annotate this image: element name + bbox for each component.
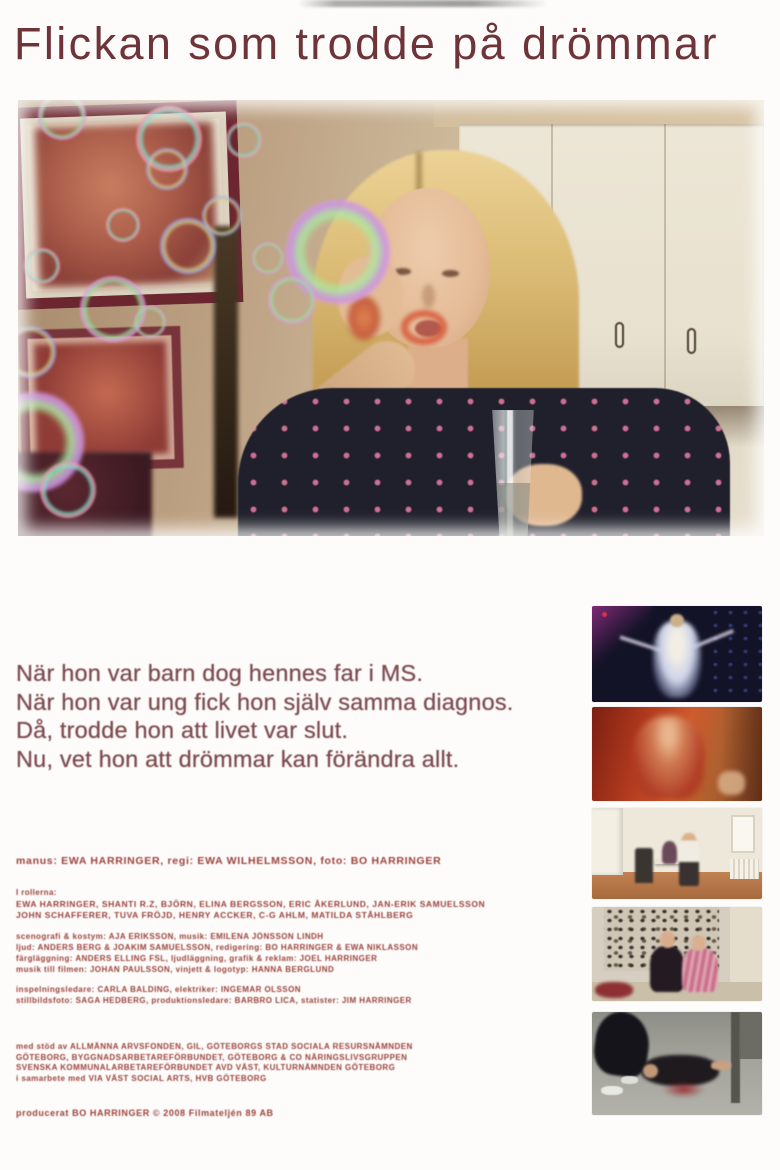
window [731, 815, 755, 853]
girl-eye [442, 270, 459, 277]
cabinet-handle [615, 322, 624, 348]
girl-lips [415, 320, 442, 337]
poster-title: Flickan som trodde på drömmar [14, 18, 719, 69]
hair-parting [416, 152, 422, 192]
cast-line: EWA HARRINGER, SHANTI R.Z, BJÖRN, ELINA BERGSSON, ERIC ÅKERLUND, JAN-ERIK SAMUELSSON [16, 899, 486, 909]
cabinet-handle [687, 328, 696, 354]
wall-corner [740, 1012, 762, 1059]
cropped-top-text [298, 0, 548, 7]
girl-nose [422, 284, 435, 308]
woman-head [691, 935, 706, 951]
bubble [202, 196, 242, 236]
main-photo [18, 100, 764, 536]
cast-heading: I rollerna: [16, 888, 57, 897]
frame-artwork [34, 122, 217, 288]
crew-line: musik till filmen: JOHAN PAULSSON, vinjett & logotyp: HANNA BERGLUND [16, 965, 335, 974]
girl-polka-dot-top [238, 388, 730, 536]
bubble [18, 392, 84, 492]
white-shoe [621, 1076, 638, 1084]
girl-neck [408, 338, 468, 398]
bubble [226, 122, 262, 158]
picture-frame [18, 326, 184, 472]
frame-artwork [34, 341, 169, 456]
singer-head [670, 614, 684, 627]
side-wall [730, 907, 762, 982]
crew-line: scenografi & kostym: AJA ERIKSSON, musik: EMILENA JÖNSSON LINDH [16, 932, 324, 941]
bubble [160, 218, 216, 274]
white-shoe [601, 1086, 623, 1095]
support-line: GÖTEBORG, BYGGNADSARBETAREFÖRBUNDET, GÖTEBORG & CO NÄRINGSLIVSGRUPPEN [16, 1052, 408, 1062]
bubble [286, 200, 390, 304]
tagline-line: När hon var ung fick hon själv samma diagnos. [16, 688, 514, 715]
person-in-red-light [633, 716, 704, 799]
support-line: med stöd av ALLMÄNNA ARVSFONDEN, GIL, GÖTEBORGS STAD SOCIALA RESURSNÄMNDEN [16, 1042, 413, 1051]
bubble [38, 100, 86, 140]
red-cloth [595, 982, 632, 998]
dark-artwork [18, 452, 152, 536]
crew-line: inspelningsledare: CARLA BALDING, elektriker: INGEMAR OLSSON [16, 985, 301, 994]
bubble [136, 106, 202, 172]
lying-person-head [643, 1064, 658, 1078]
woman-dark-top [650, 946, 684, 991]
crew-line: ljud: ANDERS BERG & JOAKIM SAMUELSSON, redigering: BO HARRINGER & EWA NIKLASSON [16, 943, 419, 952]
kitchen-cabinets [459, 124, 764, 406]
crew-line: stillbildsfoto: SAGA HEDBERG, produktionsledare: BARBRO LICA, statister: JIM HARRINGER [16, 996, 412, 1005]
girl-eye [394, 268, 411, 275]
bubble [80, 276, 146, 342]
dark-hanging-object [214, 226, 238, 518]
tagline [16, 659, 586, 773]
red-stage-light [602, 612, 607, 617]
cast-list [16, 899, 485, 921]
woman-pink-top [682, 948, 718, 991]
still-street [592, 1012, 762, 1115]
girl-hand [338, 256, 402, 336]
girl-hair [313, 150, 579, 482]
crew-line: färgläggning: ANDERS ELLING FSL, ljudläggning, grafik & reklam: JOEL HARRINGER [16, 954, 378, 963]
stage-lights [708, 606, 762, 702]
bubble [146, 148, 188, 190]
still-photo-wall [592, 907, 762, 1001]
funding-credits [16, 1042, 413, 1084]
producer-line: producerat BO HARRINGER © 2008 Filmateljén 89 AB [16, 1108, 274, 1118]
crew-credits-extra [16, 984, 412, 1006]
crew-credits [16, 931, 418, 975]
cast-line: JOHN SCHAFFERER, TUVA FRÖJD, HENRY ACCKER, C-G AHLM, MATILDA STÅHLBERG [16, 910, 414, 920]
radiator [730, 859, 759, 879]
girl-raised-arm [280, 330, 426, 462]
still-kitchen [592, 808, 762, 899]
standing-person [679, 833, 699, 886]
girl-face [366, 188, 490, 348]
picture-frame [18, 100, 243, 310]
soap-bubbles [18, 100, 764, 536]
credits-byline: manus: EWA HARRINGER, regi: EWA WILHELMSSON, foto: BO HARRINGER [16, 855, 442, 867]
tagline-line: När hon var barn dog hennes far i MS. [16, 660, 424, 686]
bubble [252, 242, 284, 274]
cabinet-shadow [459, 406, 764, 448]
singer-white-dress [653, 621, 701, 698]
seated-person [662, 841, 677, 865]
lying-person-arm [711, 1061, 731, 1069]
still-red-room [592, 707, 762, 801]
kitchen-cabinet [592, 808, 623, 875]
tagline-line: Då, trodde hon att livet var slut. [16, 717, 349, 744]
cabinet-seam [551, 124, 553, 406]
bubble-wand-handle [348, 296, 380, 340]
bubble [18, 326, 56, 378]
bubble [24, 248, 60, 284]
pole [731, 1012, 740, 1103]
bubble-liquid-glass [487, 410, 539, 536]
girl-hand-holding-glass [506, 464, 582, 526]
support-line: i samarbete med VIA VÄST SOCIAL ARTS, HVB GÖTEBORG [16, 1073, 267, 1083]
bubble [106, 208, 140, 242]
bubble [40, 462, 96, 518]
bubble [268, 276, 316, 324]
bubble [134, 306, 166, 338]
chair [635, 848, 654, 883]
cabinet-seam [664, 124, 666, 406]
red-stain [663, 1082, 704, 1097]
bubble-wand-ring [401, 310, 447, 345]
kitchen-wall [434, 100, 764, 127]
tagline-line: Nu, vet hon att drömmar kan förändra allt. [16, 745, 460, 772]
background-object [718, 771, 745, 795]
still-concert [592, 606, 762, 702]
support-line: SVENSKA KOMMUNALARBETAREFÖRBUNDET AVD VÄST, KULTURNÄMNDEN GÖTEBORG [16, 1063, 396, 1072]
